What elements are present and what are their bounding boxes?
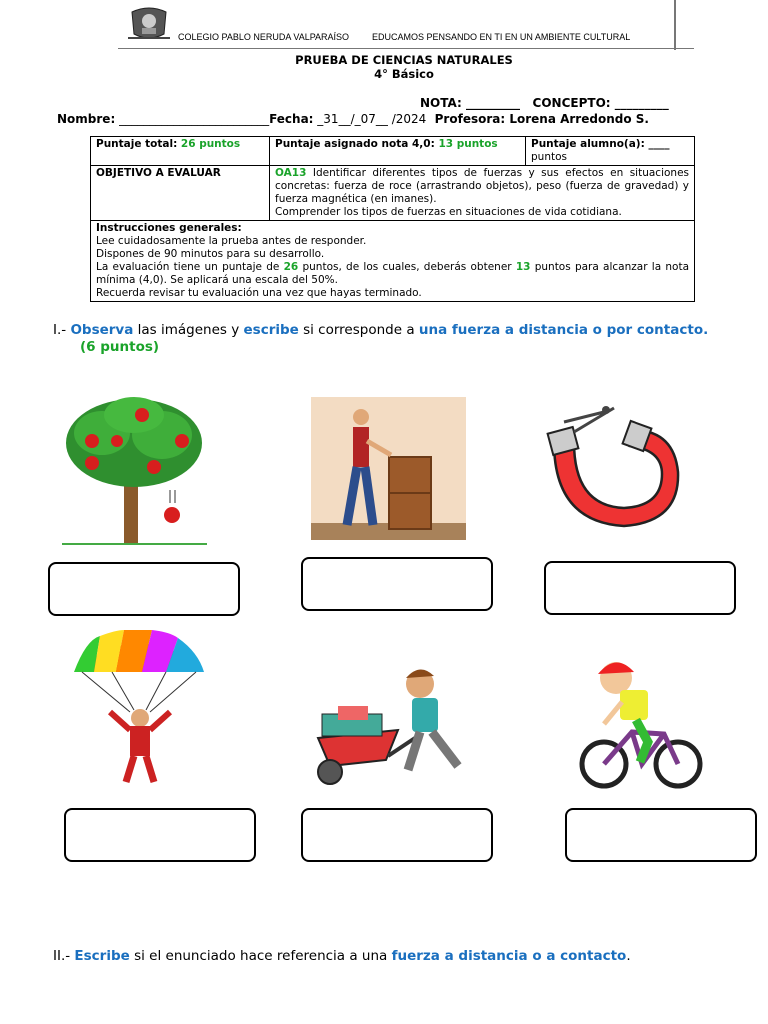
school-name: COLEGIO PABLO NERUDA VALPARAÍSO — [178, 32, 350, 42]
answer-box-2[interactable] — [301, 557, 493, 611]
puntaje-asignado-cell: Puntaje asignado nota 4,0: 13 puntos — [270, 137, 526, 166]
section2-heading: II.- Escribe si el enunciado hace referencia a una fuerza a distancia o a contacto. — [53, 948, 631, 964]
answer-box-4[interactable] — [64, 808, 256, 862]
exam-title — [0, 53, 768, 81]
objetivo-label: OBJETIVO A EVALUAR — [91, 166, 270, 221]
section1-heading: I.- Observa las imágenes y escribe si corresponde a una fuerza a distancia o por contacto. (6 puntos) — [53, 322, 709, 355]
fecha-label: Fecha: — [269, 112, 314, 126]
profesora-label: Profesora: Lorena Arredondo S. — [434, 112, 649, 126]
objetivo-text: OA13 Identificar diferentes tipos de fuerzas y sus efectos en situaciones concretas: fuerza de roce (arrastrando objetos), peso (fuerza de gravedad) y fuerza magnética (en imanes). Comprender los tipos de fuerzas en situaciones de vida cotidiana. — [270, 166, 695, 221]
header-divider — [118, 48, 694, 49]
instrucciones-cell: Instrucciones generales: Lee cuidadosamente la prueba antes de responder. Dispones de 90 minutos para su desarrollo. La evaluación tiene un puntaje de 26 puntos, de los cuales, deberás obtener 13 puntos para alcanzar la nota mínima (4,0). Se aplicará una escala del 50%. Recuerda revisar tu evaluación una vez que hayas terminado. — [91, 221, 695, 302]
oa-code: OA13 — [275, 167, 307, 179]
child-riding-bicycle-image — [576, 652, 704, 792]
exam-grade: 4° Básico — [374, 67, 434, 81]
horseshoe-magnet-image — [544, 402, 684, 530]
answer-box-5[interactable] — [301, 808, 493, 862]
apple-tree-image — [62, 395, 207, 547]
school-motto: EDUCAMOS PENSANDO EN TI EN UN AMBIENTE CULTURAL — [372, 32, 631, 42]
info-table — [90, 136, 695, 302]
puntaje-total-value: 26 puntos — [180, 138, 241, 150]
nombre-label: Nombre: — [57, 112, 116, 126]
grade-fields — [420, 96, 669, 110]
child-pushing-wheelbarrow-image — [308, 658, 473, 793]
puntaje-alumno-unit: puntos — [531, 151, 567, 163]
puntaje-alumno-cell[interactable]: Puntaje alumno(a): ____ puntos — [526, 137, 695, 166]
person-pushing-box-image — [311, 397, 466, 540]
header-vertical-divider — [674, 0, 676, 50]
concepto-field[interactable]: CONCEPTO: _________ — [532, 96, 669, 110]
parachutist-image — [72, 630, 207, 788]
school-logo-icon — [128, 4, 170, 42]
answer-box-1[interactable] — [48, 562, 240, 616]
nota-field[interactable]: NOTA: _________ — [420, 96, 520, 110]
answer-box-6[interactable] — [565, 808, 757, 862]
answer-box-3[interactable] — [544, 561, 736, 615]
fecha-value[interactable]: _31__/_07__ /2024 — [313, 112, 427, 126]
nombre-blank[interactable]: _________________________ — [115, 112, 270, 126]
puntaje-total-cell: Puntaje total: 26 puntos — [91, 137, 270, 166]
instrucciones-title: Instrucciones generales: — [96, 222, 242, 234]
exam-title-line1: PRUEBA DE CIENCIAS NATURALES — [295, 53, 513, 67]
student-fields — [57, 112, 649, 126]
puntaje-asignado-value: 13 puntos — [438, 138, 498, 150]
